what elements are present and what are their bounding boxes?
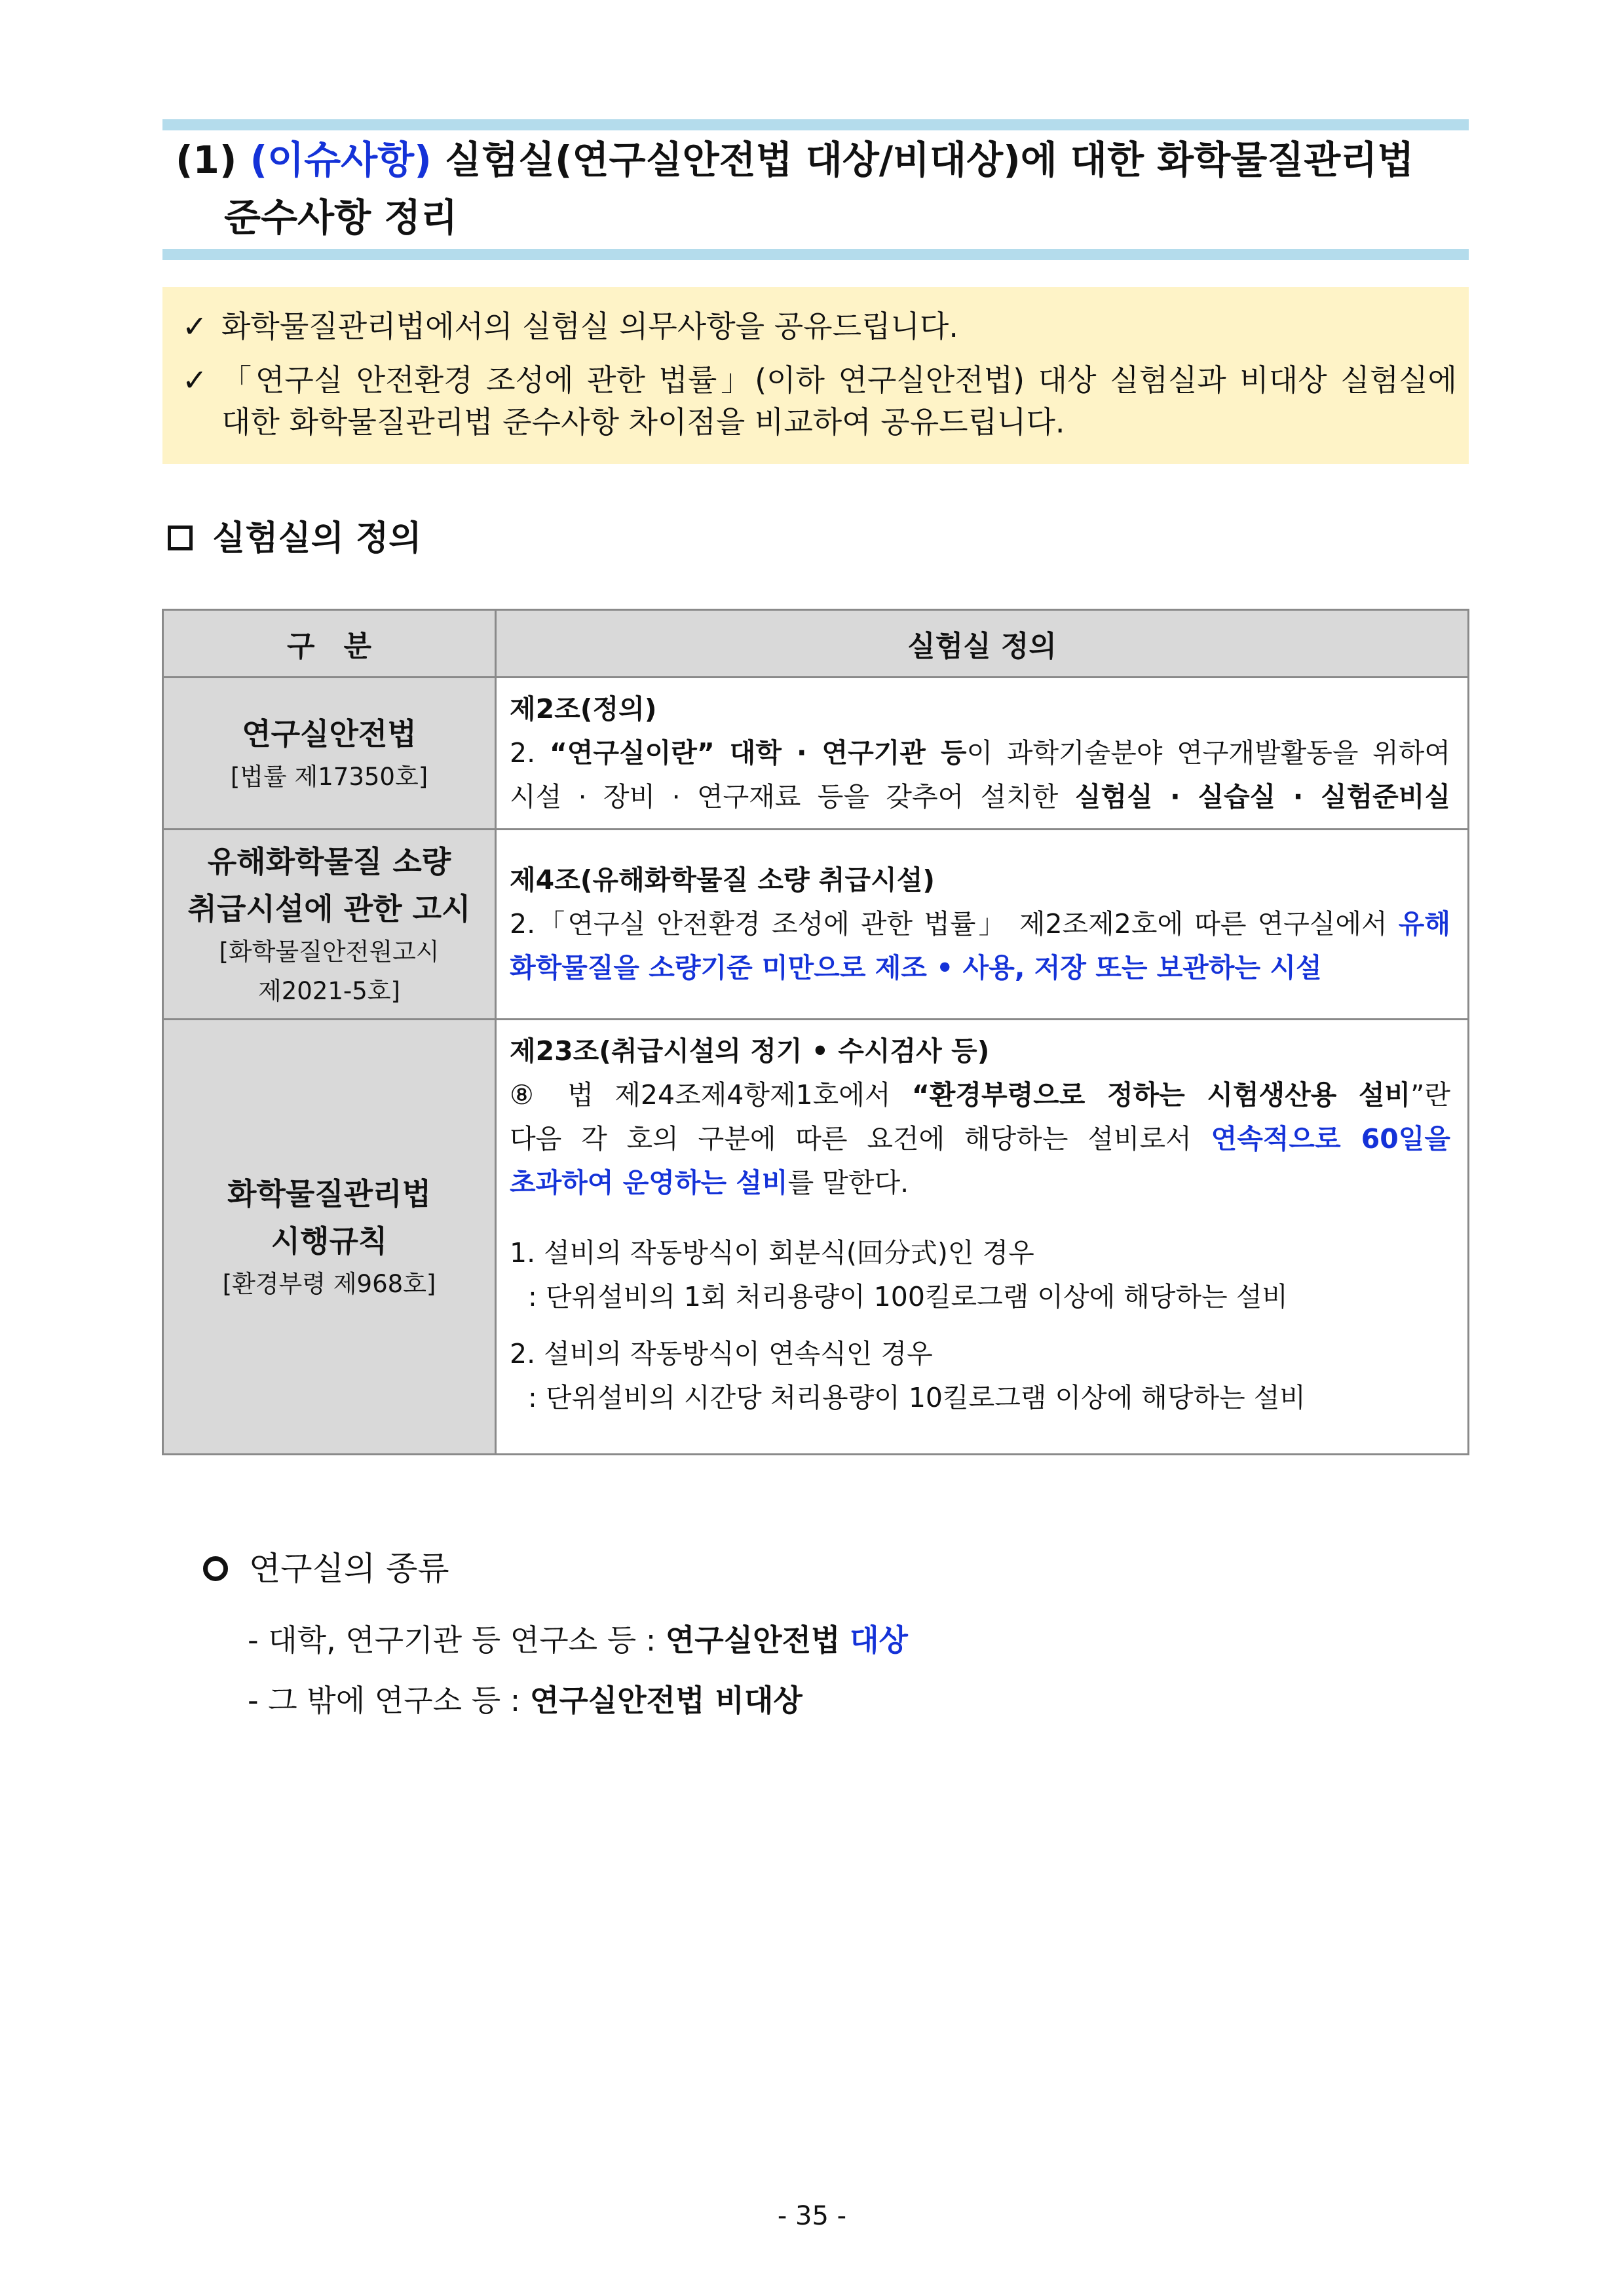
definition-line xyxy=(510,1117,1450,1161)
line-highlight: 연속적으로 60일을 xyxy=(1211,1123,1450,1155)
section-title-text: 실험실의 정의 xyxy=(212,519,422,558)
table-row xyxy=(163,678,1469,830)
line-bold: “환경부령으로 정하는 시험생산용 설비 xyxy=(911,1079,1411,1111)
table-cell-definition xyxy=(496,830,1469,1020)
page-number: - 35 - xyxy=(777,2201,847,2231)
spacer xyxy=(510,1205,1450,1231)
definition-item: 2. 설비의 작동방식이 연속식인 경우 xyxy=(510,1338,933,1369)
section-title xyxy=(164,512,422,565)
table-header-definition: 실험실 정의 xyxy=(496,610,1469,678)
definition-line xyxy=(510,1161,1450,1205)
heading-title-line1: 실험실(연구실안전법 대상/비대상)에 대한 화학물질관리법 xyxy=(444,138,1414,182)
definition-line xyxy=(510,946,1450,990)
check-icon: ✓ xyxy=(182,362,208,398)
table-row xyxy=(163,830,1469,1020)
article-title: 제4조(유해화학물질 소량 취급시설) xyxy=(510,864,935,896)
category-sub-line2: 제2021-5호] xyxy=(258,976,400,1005)
definition-line xyxy=(510,902,1450,946)
definition-item-sub: : 단위설비의 시간당 처리용량이 10킬로그램 이상에 해당하는 설비 xyxy=(528,1382,1306,1413)
line-highlight: 화학물질을 소량기준 미만으로 제조 • 사용, 저장 또는 보관하는 시설 xyxy=(510,952,1322,984)
table-header-row xyxy=(163,610,1469,678)
line-highlight: 유해 xyxy=(1398,908,1450,940)
summary-bullet-1 xyxy=(182,305,1457,347)
lab-type-item xyxy=(248,1677,803,1723)
table-row xyxy=(163,1020,1469,1455)
line-text: ”란 xyxy=(1410,1079,1450,1111)
definition-line xyxy=(510,1073,1450,1117)
lab-type-item xyxy=(248,1617,908,1663)
line-text: 2. xyxy=(510,737,550,769)
heading-title-line2 xyxy=(176,186,1528,249)
line-text: 시설 · 장비 · 연구재료 등을 갖추어 설치한 xyxy=(510,781,1075,813)
spacer xyxy=(510,1319,1450,1332)
summary-bullet-2 xyxy=(182,359,1457,443)
table-header-category: 구 분 xyxy=(163,610,496,678)
table-cell-category xyxy=(163,678,496,830)
definition-table xyxy=(162,609,1469,1455)
table-cell-category xyxy=(163,830,496,1020)
circle-bullet-icon xyxy=(203,1556,228,1581)
summary-box xyxy=(162,287,1469,464)
line-text: ⑧ 법 제24조제4항제1호에서 xyxy=(510,1079,912,1111)
line-text: 다음 각 호의 구분에 따른 요건에 해당하는 설비로서 xyxy=(510,1123,1211,1155)
summary-bullet-2-line1: 「연구실 안전환경 조성에 관한 법률」(이하 연구실안전법) 대상 실험실과 비대상 실험실에 xyxy=(221,362,1457,398)
line-bold: “연구실이란” 대학 · 연구기관 등 xyxy=(549,737,967,769)
category-sub: [환경부령 제968호] xyxy=(222,1269,436,1298)
lab-type-text: - 그 밖에 연구소 등 : xyxy=(248,1683,530,1718)
lab-type-text: - 대학, 연구기관 등 연구소 등 : xyxy=(248,1622,666,1658)
lab-type-bold: 연구실안전법 xyxy=(665,1622,840,1658)
category-sub-line1: [화학물질안전원고시 xyxy=(219,937,440,966)
definition-line xyxy=(510,775,1450,819)
article-title: 제2조(정의) xyxy=(510,693,657,725)
category-sub: [법률 제17350호] xyxy=(230,762,428,791)
category-title-line1: 화학물질관리법 xyxy=(227,1176,432,1212)
summary-bullet-2-line2: 대한 화학물질관리법 준수사항 차이점을 비교하여 공유드립니다. xyxy=(221,404,1065,440)
article-title: 제23조(취급시설의 정기 • 수시검사 등) xyxy=(510,1035,990,1067)
definition-item-sub: : 단위설비의 1회 처리용량이 100킬로그램 이상에 해당하는 설비 xyxy=(528,1281,1288,1312)
heading-title-line2-text: 준수사항 정리 xyxy=(224,195,458,240)
category-title-line2: 취급시설에 관한 고시 xyxy=(187,890,471,927)
heading-bottom-rule xyxy=(162,249,1469,260)
summary-bullet-1-text: 화학물질관리법에서의 실험실 의무사항을 공유드립니다. xyxy=(221,309,958,344)
line-text: 를 말한다. xyxy=(787,1167,909,1198)
lab-type-highlight: 대상 xyxy=(850,1622,908,1658)
heading-number: (1) xyxy=(176,138,237,182)
table-cell-category xyxy=(163,1020,496,1455)
category-title: 연구실안전법 xyxy=(242,716,417,752)
heading-tag: (이슈사항) xyxy=(250,138,432,182)
lab-type-bold: 연구실안전법 비대상 xyxy=(529,1683,803,1718)
page-heading xyxy=(176,128,1479,191)
table-cell-definition xyxy=(496,678,1469,830)
line-text: 이 과학기술분야 연구개발활동을 위하여 xyxy=(966,737,1450,769)
line-text: 2.「연구실 안전환경 조성에 관한 법률」 제2조제2호에 따른 연구실에서 xyxy=(510,908,1399,940)
definition-line xyxy=(510,731,1450,775)
table-cell-definition xyxy=(496,1020,1469,1455)
check-icon: ✓ xyxy=(182,309,208,344)
lab-types-title xyxy=(203,1542,449,1595)
line-bold: 실험실 · 실습실 · 실험준비실 xyxy=(1074,781,1450,813)
line-highlight: 초과하여 운영하는 설비 xyxy=(510,1167,788,1198)
lab-types-title-text: 연구실의 종류 xyxy=(249,1550,449,1588)
definition-item: 1. 설비의 작동방식이 회분식(回分式)인 경우 xyxy=(510,1237,1034,1269)
category-title-line2: 시행규칙 xyxy=(271,1223,388,1259)
checkbox-square-icon xyxy=(168,526,193,550)
category-title-line1: 유해화학물질 소량 xyxy=(207,843,451,879)
